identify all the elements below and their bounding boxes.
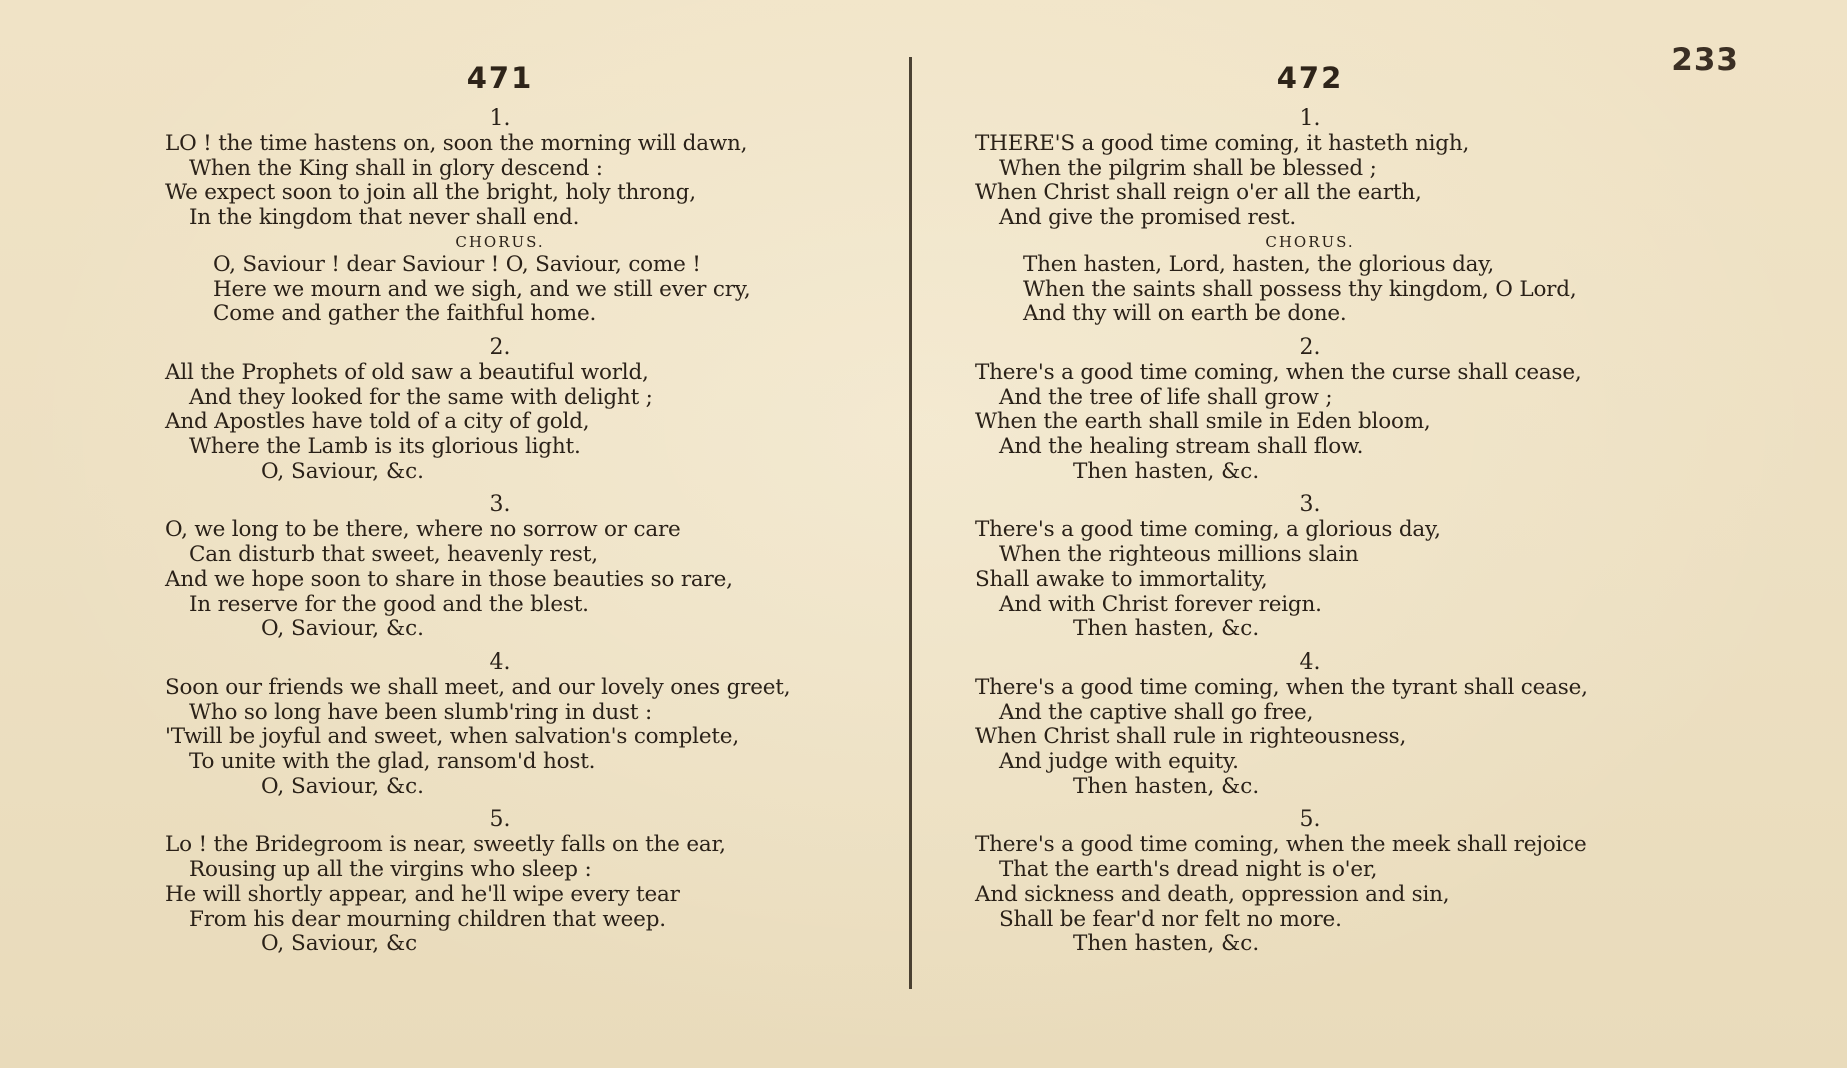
verse-line: LO ! the time hastens on, soon the morning will dawn, — [165, 131, 748, 156]
verse-line: When the King shall in glory descend : — [189, 155, 603, 181]
verse-line: When Christ shall reign o'er all the earth, — [975, 180, 1422, 206]
chorus-line: And thy will on earth be done. — [1023, 301, 1347, 327]
stanza-number: 2. — [489, 334, 511, 360]
verse-line: To unite with the glad, ransom'd host. — [189, 749, 596, 775]
verse-line: And the tree of life shall grow ; — [999, 384, 1333, 410]
verse-line: O, we long to be there, where no sorrow or care — [165, 517, 681, 543]
verse-line: And the healing stream shall flow. — [999, 434, 1364, 460]
verse-line: And give the promised rest. — [999, 205, 1297, 231]
verse-line: In the kingdom that never shall end. — [189, 205, 580, 231]
verse-line: There's a good time coming, when the meek shall rejoice — [975, 832, 1587, 858]
page-number: 233 — [1671, 42, 1739, 78]
stanza — [975, 807, 1675, 957]
stanza-number: 5. — [1299, 807, 1321, 833]
chorus-line: When the saints shall possess thy kingdom, O Lord, — [1023, 276, 1577, 302]
hymn-472 — [975, 58, 1675, 957]
refrain-line: O, Saviour, &c — [261, 931, 418, 957]
verse-line: When the earth shall smile in Eden bloom, — [975, 409, 1431, 435]
stanza — [165, 335, 865, 485]
refrain-line: Then hasten, &c. — [1073, 931, 1260, 957]
stanza — [165, 492, 865, 642]
refrain-line: O, Saviour, &c. — [261, 616, 424, 642]
verse-line: Rousing up all the virgins who sleep : — [189, 857, 592, 883]
verse-line: THERE'S a good time coming, it hasteth nigh, — [975, 131, 1470, 156]
refrain-line: Then hasten, &c. — [1073, 773, 1260, 799]
verse-line: That the earth's dread night is o'er, — [999, 857, 1378, 883]
verse-line: He will shortly appear, and he'll wipe every tear — [165, 881, 680, 907]
hymn-number: 472 — [1276, 61, 1344, 95]
stanza — [975, 650, 1675, 800]
verse-line: And Apostles have told of a city of gold, — [165, 409, 590, 435]
verse-line: Who so long have been slumb'ring in dust : — [189, 699, 652, 725]
verse-line: Lo ! the Bridegroom is near, sweetly falls on the ear, — [165, 832, 726, 858]
stanza-number: 4. — [489, 649, 511, 675]
verse-line: There's a good time coming, when the tyrant shall cease, — [975, 674, 1588, 700]
chorus-line: Then hasten, Lord, hasten, the glorious day, — [1023, 251, 1495, 277]
hymn-471 — [165, 58, 865, 957]
hymn-number: 471 — [466, 61, 534, 95]
verse-line: There's a good time coming, when the curse shall cease, — [975, 359, 1582, 385]
chorus-line: Come and gather the faithful home. — [213, 301, 597, 327]
verse-line: When Christ shall rule in righteousness, — [975, 724, 1407, 750]
refrain-line: O, Saviour, &c. — [261, 773, 424, 799]
verse-line: Soon our friends we shall meet, and our lovely ones greet, — [165, 674, 791, 700]
verse-line: Where the Lamb is its glorious light. — [189, 434, 581, 460]
refrain-line: Then hasten, &c. — [1073, 458, 1260, 484]
chorus-label: CHORUS. — [455, 232, 545, 251]
verse-line: From his dear mourning children that weep. — [189, 906, 666, 932]
column-divider — [909, 57, 912, 989]
verse-line: When the righteous millions slain — [999, 542, 1359, 568]
verse-line: Shall be fear'd nor felt no more. — [999, 906, 1342, 932]
verse-line: In reserve for the good and the blest. — [189, 591, 589, 617]
verse-line: All the Prophets of old saw a beautiful world, — [165, 359, 649, 385]
stanza — [975, 335, 1675, 485]
verse-line: And they looked for the same with delight ; — [189, 384, 653, 410]
verse-line: And we hope soon to share in those beauties so rare, — [165, 566, 733, 592]
stanza-number: 4. — [1299, 649, 1321, 675]
verse-line: Shall awake to immortality, — [975, 566, 1268, 592]
stanza-number: 1. — [1299, 106, 1321, 131]
verse-line: There's a good time coming, a glorious day, — [975, 517, 1441, 543]
refrain-line: O, Saviour, &c. — [261, 458, 424, 484]
verse-line: We expect soon to join all the bright, holy throng, — [165, 180, 696, 206]
stanza-number: 1. — [489, 106, 511, 131]
chorus-line: O, Saviour ! dear Saviour ! O, Saviour, come ! — [213, 251, 701, 277]
verse-line: And with Christ forever reign. — [999, 591, 1322, 617]
stanza — [975, 492, 1675, 642]
refrain-line: Then hasten, &c. — [1073, 616, 1260, 642]
stanza-number: 2. — [1299, 334, 1321, 360]
verse-line: 'Twill be joyful and sweet, when salvation's complete, — [165, 724, 739, 750]
stanza — [165, 650, 865, 800]
stanza-number: 3. — [1299, 492, 1321, 518]
stanza — [975, 106, 1675, 327]
verse-line: When the pilgrim shall be blessed ; — [999, 155, 1377, 181]
verse-line: And judge with equity. — [999, 749, 1239, 775]
verse-line: And sickness and death, oppression and sin, — [975, 881, 1450, 907]
stanza-number: 5. — [489, 807, 511, 833]
stanza-number: 3. — [489, 492, 511, 518]
verse-line: Can disturb that sweet, heavenly rest, — [189, 542, 598, 568]
chorus-label: CHORUS. — [1265, 232, 1355, 251]
chorus-line: Here we mourn and we sigh, and we still ever cry, — [213, 276, 751, 302]
stanza — [165, 807, 865, 957]
verse-line: And the captive shall go free, — [999, 699, 1314, 725]
stanza — [165, 106, 865, 327]
